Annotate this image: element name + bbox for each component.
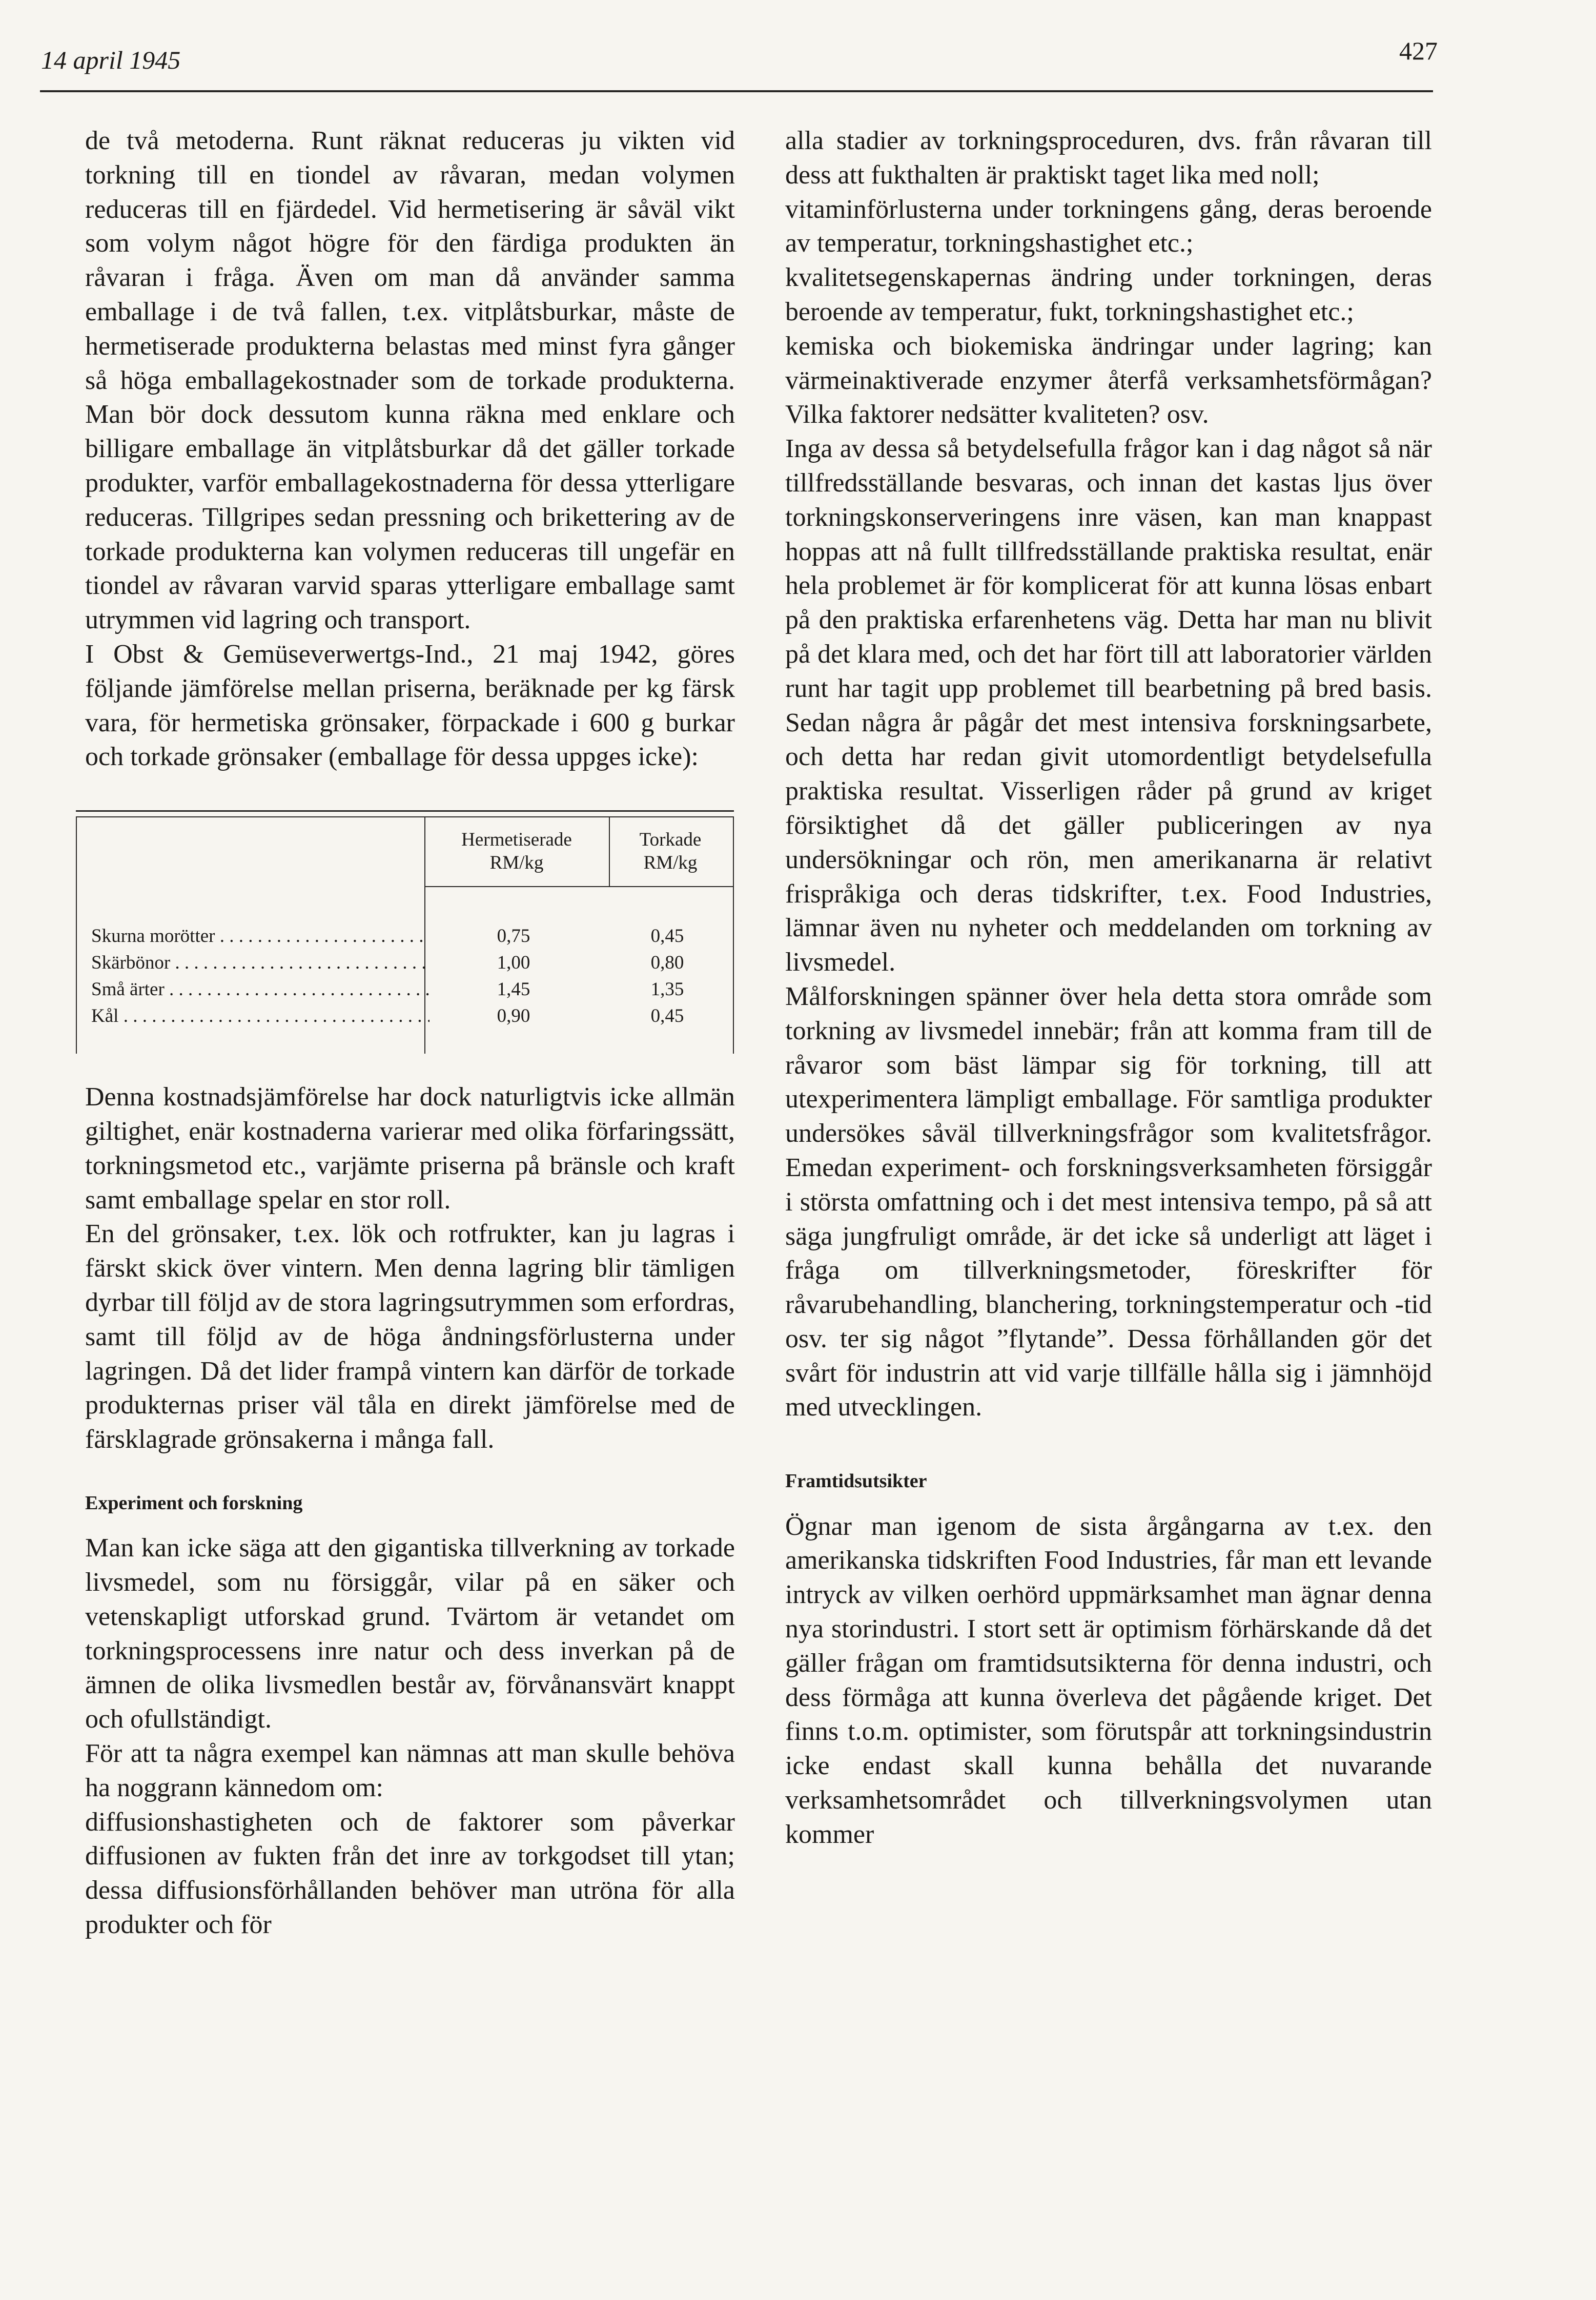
- paragraph: Denna kostnadsjämförelse har dock naturligtvis icke allmän giltighet, enär kostnaderna varierar med olika förfaringssätt, torkningsmetod etc., varjämte priserna på bränsle och kraft samt emballage spelar en stor roll.: [85, 1082, 735, 1215]
- table-left-rule: [76, 816, 77, 1054]
- row-label: Kål . . .: [91, 1005, 429, 1028]
- paragraph: Inga av dessa så betydelsefulla frågor kan i dag något så när tillfredsställande besvaras, och innan det kastas ljus över torkningskonserveringens inre väsen, kan man knappast hoppas att nå fullt tillfredsställande praktiska resultat, enär hela problemet är för komplicerat för att kunna lösas enbart på den praktiska erfarenhetens väg. Detta har man nu blivit på det klara med, och det har fört till att laboratorier världen runt har tagit upp problemet till bearbetning på bred basis. Sedan några år pågår det mest intensiva forskningsarbete, och detta har redan givit utomordentligt betydelsefulla praktiska resultat. Visserligen råder på grund av kriget försiktighet då det gäller publiceringen av nya undersökningar och rön, men amerikanarna är relativt frispråkiga och deras tidskrifter, t.ex. Food Industries, lämnar även nu nyheter och meddelanden om torkning av livsmedel.: [785, 434, 1432, 977]
- paragraph: alla stadier av torkningsproceduren, dvs. från råvaran till dess att fukthalten är praktiskt taget lika med noll;: [785, 126, 1432, 190]
- table-row: [83, 925, 734, 952]
- paragraph: kemiska och biokemiska ändringar under lagring; kan värmeinaktiverade enzymer återfå verksamhetsförmågan? Vilka faktorer nedsätter kvaliteten? osv.: [785, 331, 1432, 429]
- table-top-rule: [76, 810, 734, 812]
- hermetic-price: 0,75: [497, 926, 530, 947]
- dried-price: 0,45: [650, 926, 684, 947]
- row-label: Små ärter . . .: [91, 978, 429, 1001]
- paragraph: Man kan icke säga att den gigantiska tillverkning av torkade livsmedel, som nu försiggår, vilar på en säker och vetenskapligt utforskad grund. Tvärtom är vetandet om torkningsprocessens inre natur och dess inverkan på de ämnen de olika livsmedlen består av, förvånansvärt knappt och ofullständigt.: [85, 1533, 735, 1734]
- left-column: [85, 124, 735, 1942]
- paragraph: Målforskningen spänner över hela detta stora område som torkning av livsmedel innebär; från att komma fram till de råvaror som bäst lämpar sig för torkning, till att utexperimentera lämpligt emballage. För samtliga produkter undersökes såväl tillverkningsfrågor som kvalitetsfrågor. Emedan experiment- och forskningsverksamheten försiggår i största omfattning och i det mest intensiva tempo, på så att säga jungfruligt område, är det icke så underligt att läget i fråga om tillverkningsmetoder, föreskrifter för råvarubehandling, blanchering, torkningstemperatur och -tid osv. ter sig något ”flytande”. Dessa förhållanden gör det svårt för industrin att vid varje tillfälle hålla sig i jämnhöjd med utvecklingen.: [785, 981, 1432, 1422]
- paragraph: kvalitetsegenskapernas ändring under torkningen, deras beroende av temperatur, fukt, torkningshastighet etc.;: [785, 263, 1432, 326]
- price-comparison-table: [76, 810, 734, 1054]
- table-col-divider: [609, 816, 610, 886]
- table-header-hermetic: Hermetiserade RM/kg: [461, 829, 572, 873]
- table-row: [83, 978, 734, 1005]
- paragraph: diffusionshastigheten och de faktorer som påverkar diffusionen av fukten från det inre av torkgodset till ytan; dessa diffusionsförhållanden behöver man utröna för alla produkter och för: [85, 1807, 735, 1940]
- table-head-rule: [424, 886, 734, 887]
- section-heading: Experiment och forskning: [85, 1492, 303, 1514]
- dried-price: 0,45: [650, 1005, 684, 1027]
- hermetic-price: 0,90: [497, 1005, 530, 1027]
- paragraph: de två metoderna. Runt räknat reduceras ju vikten vid torkning till en tiondel av råvaran, medan volymen reduceras till en fjärdedel. Vid hermetisering är såväl vikt som volym något högre för den färdiga produkten än råvaran i fråga. Även om man då använder samma emballage i de två fallen, t.ex. vitplåtsburkar, måste de hermetiserade produkterna belastas med minst fyra gånger så höga emballagekostnader som de torkade produkterna. Man bör dock dessutom kunna räkna med enklare och billigare emballage än vitplåtsburkar då det gäller torkade produkter, varför emballagekostnaderna för dessa ytterligare reduceras. Tillgripes sedan pressning och brikettering av de torkade produkterna kan volymen reduceras till ungefär en tiondel av råvaran varvid sparas ytterligare emballage samt utrymmen vid lagring och transport.: [85, 126, 735, 635]
- dried-price: 0,80: [650, 952, 684, 974]
- dried-price: 1,35: [650, 979, 684, 1000]
- paragraph: En del grönsaker, t.ex. lök och rotfrukter, kan ju lagras i färskt skick över vintern. Men denna lagring blir tämligen dyrbar till följd av de stora lagringsutrymmen som erfordras, samt till följd av de höga åndningsförlusterna under lagringen. Då det lider frampå vintern kan därför de torkade produkternas priser väl tåla en direkt jämförelse med de färsklagrade grönsakerna i många fall.: [85, 1219, 735, 1454]
- paragraph: vitaminförlusterna under torkningens gång, deras beroende av temperatur, torkningshastighet etc.;: [785, 194, 1432, 258]
- right-column: [785, 124, 1432, 1852]
- table-row: [83, 1005, 734, 1032]
- hermetic-price: 1,45: [497, 979, 530, 1000]
- paragraph: Ögnar man igenom de sista årgångarna av t.ex. den amerikanska tidskriften Food Industries, får man ett levande intryck av vilken oerhörd uppmärksamhet man ägnar denna nya storindustri. I stort sett är optimism förhärskande då det gäller frågan om framtidsutsikterna för denna industri, och dess förmåga att kunna överleva det pågående kriget. Det finns t.o.m. optimister, som förutspår att torkningsindustrin icke endast skall kunna behålla det nuvarande verksamhetsområdet och tillverkningsvolymen utan kommer: [785, 1511, 1432, 1849]
- table-header-dried: Torkade RM/kg: [639, 829, 702, 873]
- paragraph: I Obst & Gemüseverwertgs-Ind., 21 maj 1942, göres följande jämförelse mellan priserna, beräknade per kg färsk vara, för hermetiska grönsaker, förpackade i 600 g burkar och torkade grönsaker (emballage för dessa uppges icke):: [85, 639, 735, 772]
- table-row: [83, 952, 734, 978]
- issue-date: 14 april 1945: [41, 46, 181, 74]
- row-label: Skurna morötter . . .: [91, 925, 429, 948]
- page-number: 427: [1399, 36, 1438, 65]
- section-heading: Framtidsutsikter: [785, 1470, 927, 1492]
- table-top-rule-2: [76, 816, 734, 817]
- row-label: Skärbönor . . .: [91, 952, 429, 974]
- paragraph: För att ta några exempel kan nämnas att man skulle behöva ha noggrann kännedom om:: [85, 1739, 735, 1802]
- hermetic-price: 1,00: [497, 952, 530, 974]
- header-rule: [40, 90, 1433, 92]
